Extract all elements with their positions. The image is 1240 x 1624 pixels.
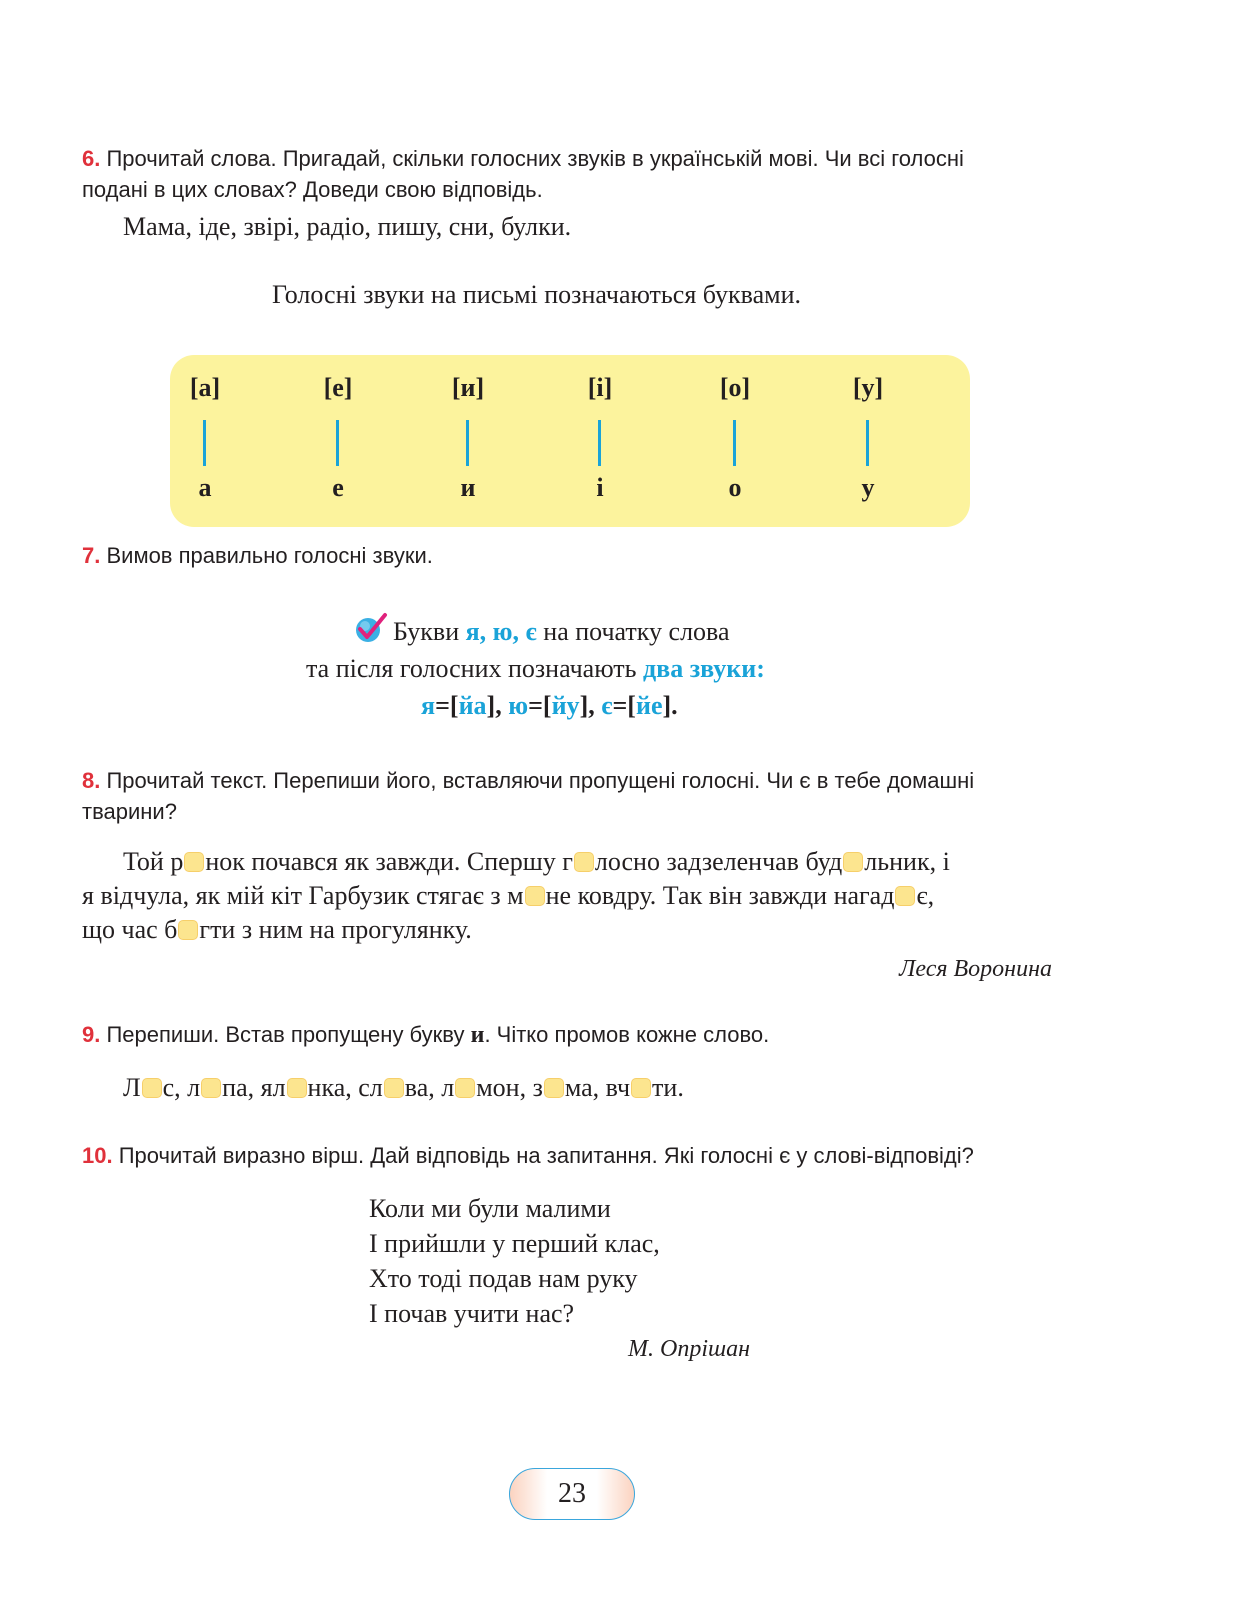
task6-words: Мама, іде, звірі, радіо, пишу, сни, булки.	[123, 212, 572, 241]
rule-text: ].	[662, 691, 678, 720]
task6-instructions	[82, 143, 964, 205]
text-fragment: мон, з	[476, 1073, 543, 1102]
connector-line	[466, 420, 469, 466]
vowel-letter: і	[596, 473, 604, 502]
vowel-sound: [у]	[852, 373, 884, 402]
task7-text: Вимов правильно голосні звуки.	[106, 543, 433, 568]
rule-iotated-line2	[306, 654, 765, 684]
text-fragment: нок почався як завжди. Спершу г	[205, 847, 573, 876]
missing-letter-gap	[178, 920, 198, 940]
rule-vowels-letters: Голосні звуки на письмі позначаються буквами.	[272, 280, 801, 309]
text-fragment: Той р	[123, 847, 184, 876]
task9-words	[123, 1073, 684, 1103]
task9-letter: и	[470, 1022, 485, 1048]
rule-text: =[	[528, 691, 552, 720]
task8-instructions	[82, 765, 974, 827]
text-fragment: гти з ним на прогулянку.	[199, 915, 472, 944]
connector-line	[336, 420, 339, 466]
task6-line1: Прочитай слова. Пригадай, скільки голосних звуків в українській мові. Чи всі голосні	[106, 146, 964, 171]
vowel-sound: [и]	[451, 373, 485, 402]
vowel-letter: а	[198, 473, 212, 502]
task10-text: Прочитай виразно вірш. Дай відповідь на запитання. Які голосні є у слові-відповіді?	[118, 1143, 974, 1168]
rule-highlight: два звуки:	[643, 654, 765, 683]
rule-letter: я	[421, 691, 436, 720]
poem-line: Хто тоді подав нам руку	[369, 1264, 638, 1293]
text-fragment: ва, л	[404, 1073, 455, 1102]
poem-author: М. Опрішан	[628, 1336, 751, 1362]
text-fragment: льник, і	[864, 847, 950, 876]
page-number: 23	[509, 1468, 635, 1520]
text-fragment: па, ял	[222, 1073, 286, 1102]
text-fragment: лосно задзеленчав буд	[594, 847, 843, 876]
rule-text: =[	[612, 691, 636, 720]
task6-line2: подані в цих словах? Доведи свою відповідь.	[82, 177, 543, 202]
rule-text: на початку слова	[536, 617, 730, 646]
vowel-sound: [а]	[189, 373, 221, 402]
task9-instructions	[82, 1022, 769, 1049]
missing-letter-gap	[544, 1078, 564, 1098]
rule-iotated-line3	[421, 691, 678, 721]
task8-author: Леся Воронина	[899, 956, 1052, 982]
rule-sounds: йу	[551, 691, 580, 720]
missing-letter-gap	[455, 1078, 475, 1098]
poem	[369, 1191, 660, 1331]
connector-line	[203, 420, 206, 466]
missing-letter-gap	[574, 852, 594, 872]
task9-number: 9.	[82, 1022, 101, 1047]
vowel-sound: [о]	[719, 373, 751, 402]
vowel-letter: у	[861, 473, 875, 502]
task8-line1: Прочитай текст. Перепиши його, вставляючи пропущені голосні. Чи є в тебе домашні	[106, 768, 975, 793]
vowel-sound: [е]	[323, 373, 353, 402]
poem-line: Коли ми були малими	[369, 1194, 611, 1223]
rule-text: Букви	[393, 617, 466, 646]
vowel-sound: [і]	[587, 373, 613, 402]
text-fragment: є,	[916, 881, 935, 910]
poem-line: І почав учити нас?	[369, 1299, 575, 1328]
rule-sounds: йе	[635, 691, 663, 720]
missing-letter-gap	[895, 886, 915, 906]
vowel-letter-table	[170, 355, 970, 527]
missing-letter-gap	[287, 1078, 307, 1098]
rule-iotated-line1	[393, 617, 730, 647]
text-fragment: що час б	[82, 915, 178, 944]
rule-sounds: йа	[458, 691, 487, 720]
connector-line	[866, 420, 869, 466]
task10-number: 10.	[82, 1143, 113, 1168]
poem-line: І прийшли у перший клас,	[369, 1229, 660, 1258]
connector-line	[733, 420, 736, 466]
missing-letter-gap	[631, 1078, 651, 1098]
vowel-letter: и	[460, 473, 476, 502]
text-fragment: ти.	[652, 1073, 684, 1102]
text-fragment: не ковдру. Так він завжди нагад	[545, 881, 895, 910]
missing-letter-gap	[384, 1078, 404, 1098]
rule-highlight: я, ю, є	[465, 617, 537, 646]
text-fragment: я відчула, як мій кіт Гарбузик стягає з м	[82, 881, 524, 910]
text-fragment: Л	[123, 1073, 141, 1102]
rule-text: ],	[579, 691, 602, 720]
task9-text: . Чітко промов кожне слово.	[484, 1022, 770, 1047]
rule-text: =[	[435, 691, 459, 720]
rule-letter: ю	[508, 691, 529, 720]
missing-letter-gap	[201, 1078, 221, 1098]
missing-letter-gap	[142, 1078, 162, 1098]
check-mark-icon	[354, 612, 388, 644]
text-fragment: с, л	[162, 1073, 201, 1102]
text-fragment: нка, сл	[307, 1073, 383, 1102]
task6-number: 6.	[82, 146, 101, 171]
task7-instructions	[82, 543, 433, 569]
task9-text: Перепиши. Встав пропущену букву	[106, 1022, 471, 1047]
rule-text: ],	[486, 691, 509, 720]
rule-letter: є	[601, 691, 613, 720]
vowel-letter: о	[728, 473, 742, 502]
task8-text	[82, 845, 950, 947]
task8-number: 8.	[82, 768, 101, 793]
rule-text: та після голосних позначають	[306, 654, 644, 683]
missing-letter-gap	[525, 886, 545, 906]
missing-letter-gap	[843, 852, 863, 872]
vowel-letter: е	[332, 473, 344, 502]
task10-instructions	[82, 1143, 974, 1169]
task7-number: 7.	[82, 543, 101, 568]
task8-line2: тварини?	[82, 799, 177, 824]
text-fragment: ма, вч	[564, 1073, 631, 1102]
connector-line	[598, 420, 601, 466]
missing-letter-gap	[184, 852, 204, 872]
